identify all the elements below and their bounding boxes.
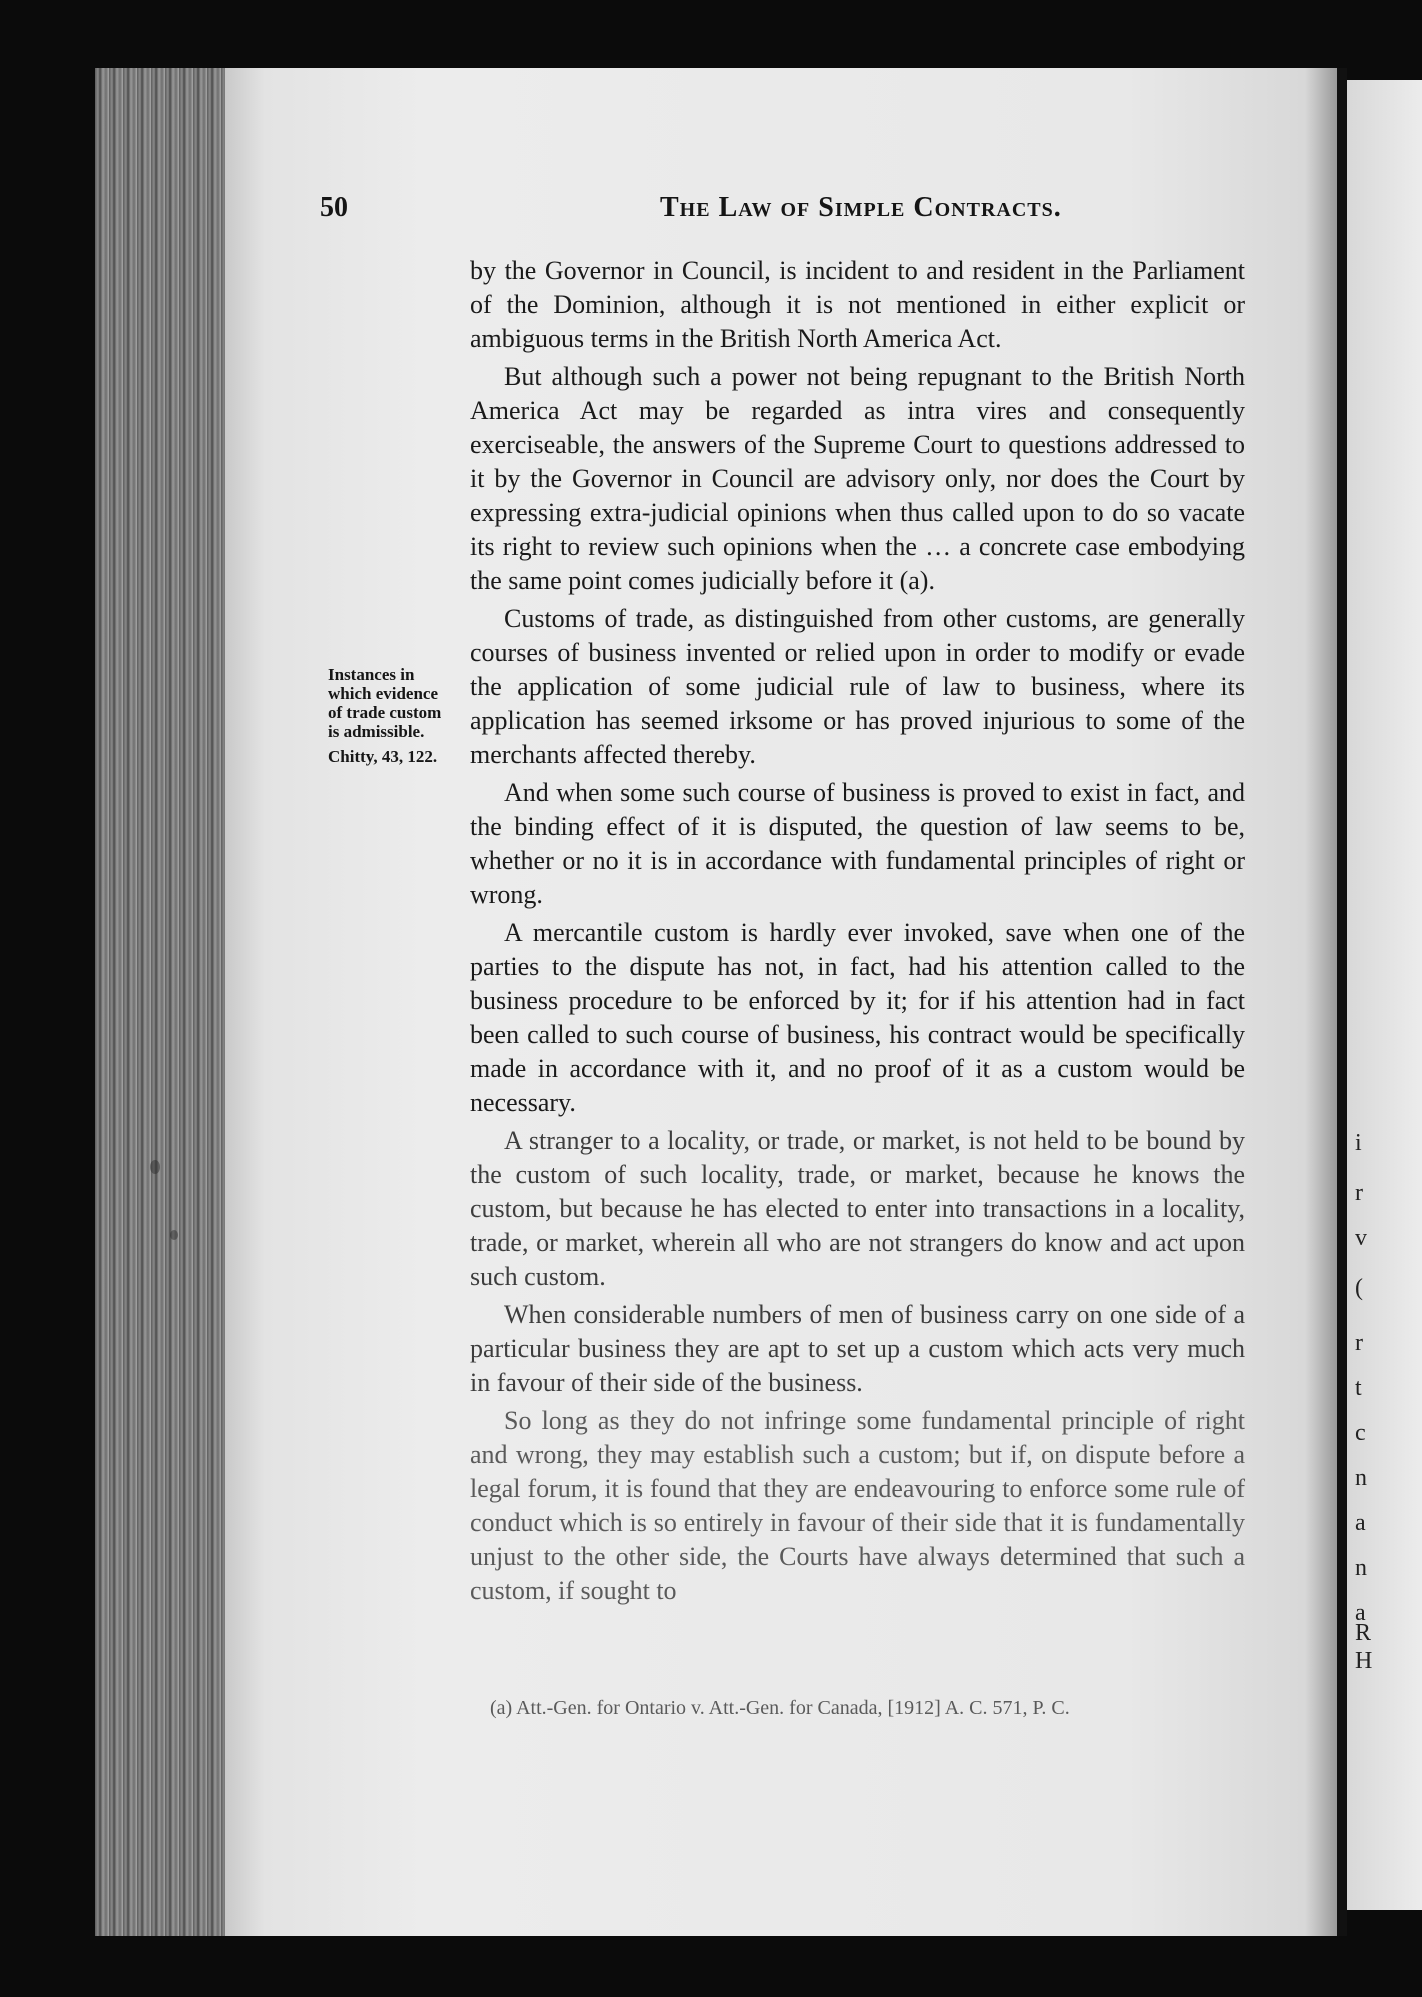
- facing-page-fragment: n: [1355, 1465, 1367, 1491]
- paragraph: by the Governor in Council, is incident to and resident in the Parliament of the Dominion, although it is not mentioned in either explicit or ambiguous terms in the British North America Act.: [470, 256, 1245, 353]
- facing-page-fragment: v: [1355, 1225, 1367, 1251]
- facing-page-fragment: a: [1355, 1510, 1366, 1536]
- page-block-edge: [95, 68, 235, 1936]
- margin-note: [328, 665, 456, 766]
- paragraph: When considerable numbers of men of business carry on one side of a particular business they are apt to set up a custom which acts very much in favour of their side of the business.: [470, 1300, 1245, 1397]
- footnote: (a) Att.-Gen. for Ontario v. Att.-Gen. for Canada, [1912] A. C. 571, P. C.: [490, 1697, 1070, 1719]
- paragraph: But although such a power not being repugnant to the British North America Act may be regarded as intra vires and consequently exerciseable, the answers of the Supreme Court to questions addressed to it by the Governor in Council are advisory only, nor does the Court by expressing extra-judicial opinions when thus called upon to do so vacate its right to review such opinions when the … a concrete case embodying the same point comes judicially before it (a).: [470, 362, 1245, 595]
- facing-page-fragment: n: [1355, 1555, 1367, 1581]
- paragraph: A stranger to a locality, or trade, or market, is not held to be bound by the custom of such locality, trade, or market, because he knows the custom, but because he has elected to enter into transactions in a locality, trade, or market, wherein all who are not strangers do know and act upon such custom.: [470, 1126, 1245, 1291]
- facing-page-fragment: i: [1355, 1130, 1362, 1156]
- paragraph: A mercantile custom is hardly ever invoked, save when one of the parties to the dispute has not, in fact, had his attention called to the business procedure to be enforced by it; for if his attention had in fact been called to such course of business, his contract would be specifically made in accordance with it, and no proof of it as a custom would be necessary.: [470, 918, 1245, 1117]
- facing-page-fragment: t: [1355, 1375, 1362, 1401]
- facing-page-fragment: c: [1355, 1420, 1366, 1446]
- facing-page-fragment: R: [1355, 1620, 1372, 1646]
- running-head: The Law of Simple Contracts.: [660, 192, 1062, 223]
- facing-page-fragment: (: [1355, 1275, 1363, 1301]
- book-gutter: [1337, 68, 1347, 1936]
- body-text: [470, 254, 1245, 1612]
- facing-page-fragment: a: [1355, 1600, 1366, 1626]
- paragraph: So long as they do not infringe some fundamental principle of right and wrong, they may establish such a custom; but if, on dispute before a legal forum, it is found that they are endeavouring to enforce some rule of conduct which is so entirely in favour of their side that it is fundamentally unjust to the other side, the Courts have always determined that such a custom, if sought to: [470, 1406, 1245, 1605]
- paragraph: Customs of trade, as distinguished from other customs, are generally courses of business invented or relied upon in order to modify or evade the application of some judicial rule of law to business, where its application has seemed irksome or has proved injurious to some of the merchants affected thereby.: [470, 604, 1245, 769]
- facing-page-edge: [1347, 80, 1422, 1910]
- scan-blemish: [150, 1160, 160, 1174]
- margin-note-text: Instances in which evidence of trade custom is admissible.: [328, 665, 442, 741]
- paragraph: And when some such course of business is proved to exist in fact, and the binding effect of it is disputed, the question of law seems to be, whether or no it is in accordance with fundamental principles of right or wrong.: [470, 778, 1245, 909]
- facing-page-fragment: r: [1355, 1330, 1363, 1356]
- margin-note-citation: Chitty, 43, 122.: [328, 747, 438, 766]
- facing-page-fragment: H: [1355, 1648, 1373, 1674]
- page-number: 50: [320, 192, 348, 223]
- facing-page-fragment: r: [1355, 1180, 1363, 1206]
- scan-blemish: [170, 1230, 178, 1240]
